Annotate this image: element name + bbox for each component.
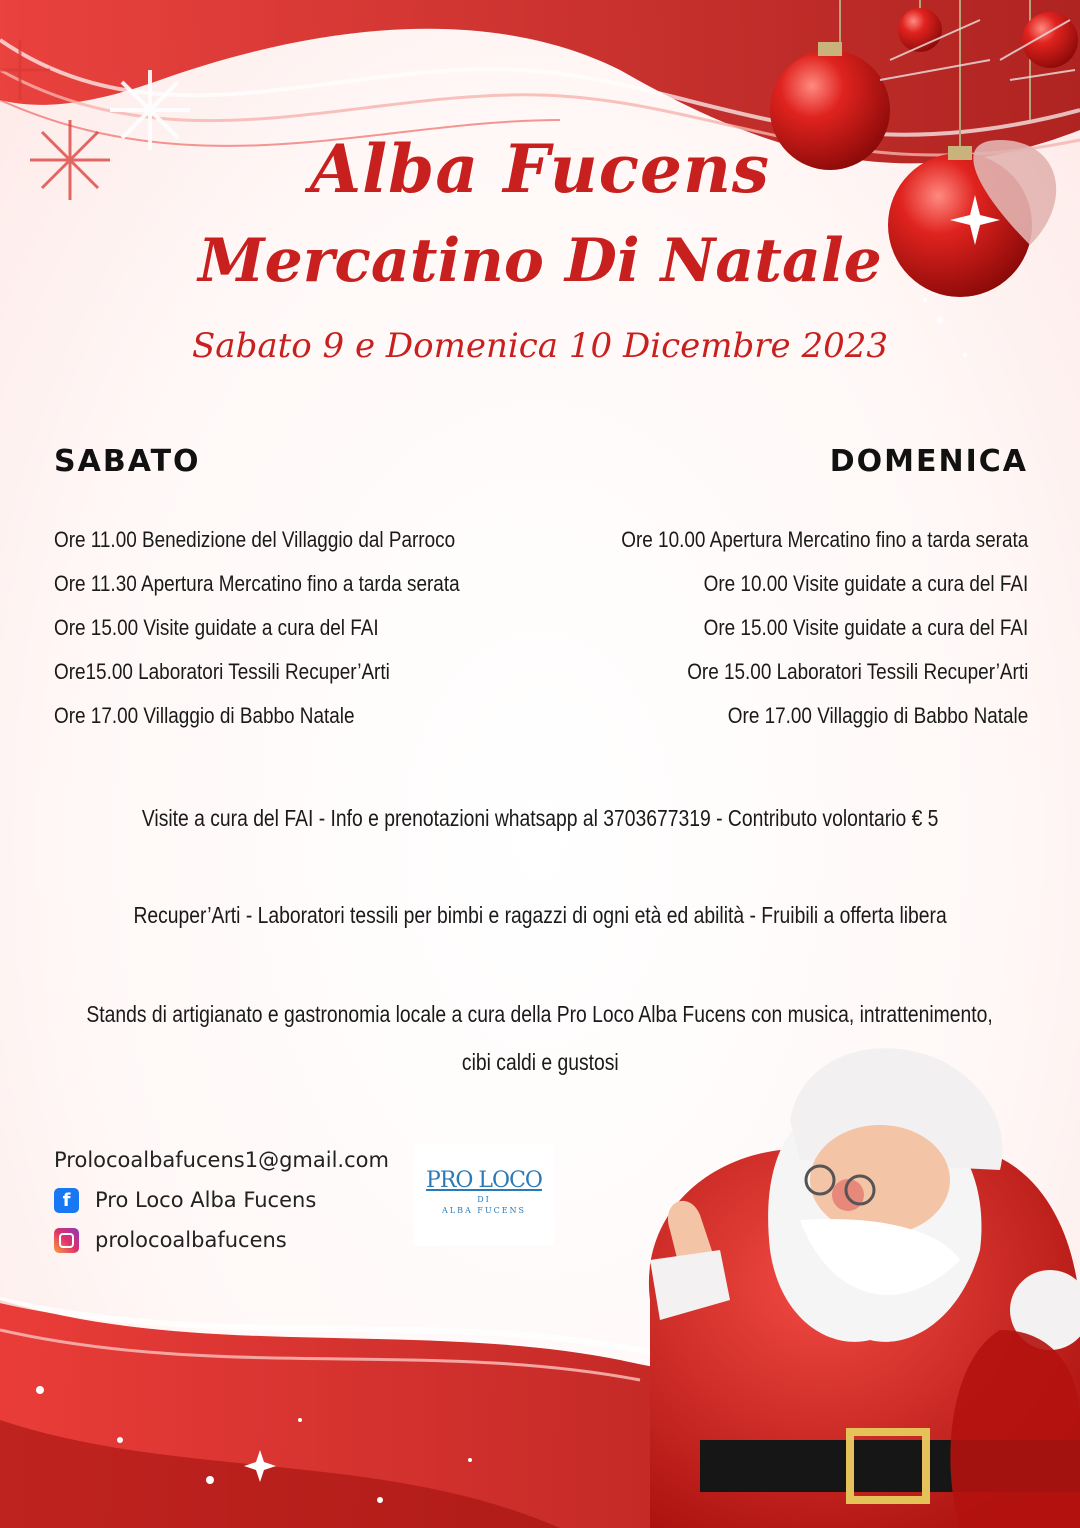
fai-info-text: Visite a cura del FAI - Info e prenotazioni whatsapp al 3703677319 - Contributo volontario € 5 xyxy=(141,805,939,831)
recuperarti-info xyxy=(0,891,1080,939)
stands-info-line1: Stands di artigianato e gastronomia locale a cura della Pro Loco Alba Fucens con musica, intrattenimento, xyxy=(86,1001,994,1027)
schedule-item: Ore 11.30 Apertura Mercatino fino a tarda serata xyxy=(54,571,460,596)
event-title: Alba Fucens xyxy=(309,130,771,208)
schedule-item: Ore15.00 Laboratori Tessili Recuper’Arti xyxy=(54,659,390,684)
stands-info-line2: cibi caldi e gustosi xyxy=(461,1049,619,1075)
contact-email[interactable]: Prolocoalbafucens1@gmail.com xyxy=(54,1148,389,1172)
pro-loco-logo xyxy=(414,1144,554,1246)
sunday-schedule xyxy=(555,522,1028,742)
logo-text-alba-fucens: ALBA FUCENS xyxy=(441,1206,527,1215)
recuperarti-info-text: Recuper’Arti - Laboratori tessili per bimbi e ragazzi di ogni età ed abilità - Fruibili a offerta libera xyxy=(133,902,947,928)
facebook-row xyxy=(54,1180,389,1220)
contact-block xyxy=(54,1140,389,1260)
instagram-handle[interactable]: prolocoalbafucens xyxy=(95,1228,287,1252)
schedule-item: Ore 10.00 Apertura Mercatino fino a tarda serata xyxy=(620,527,1028,552)
schedule-item: Ore 11.00 Benedizione del Villaggio dal Parroco xyxy=(54,527,456,552)
stands-info xyxy=(0,990,1080,1086)
schedule-item: Ore 17.00 Villaggio di Babbo Natale xyxy=(54,703,355,728)
event-subtitle: Mercatino Di Natale xyxy=(198,226,882,296)
fai-info xyxy=(0,794,1080,842)
saturday-heading: SABATO xyxy=(54,444,201,479)
logo-text-di: DI xyxy=(477,1195,491,1204)
saturday-schedule xyxy=(54,522,526,742)
facebook-page[interactable]: Pro Loco Alba Fucens xyxy=(95,1188,317,1212)
instagram-icon xyxy=(54,1228,79,1253)
schedule-item: Ore 10.00 Visite guidate a cura del FAI xyxy=(703,571,1028,596)
email-row xyxy=(54,1140,389,1180)
schedule-item: Ore 15.00 Visite guidate a cura del FAI xyxy=(703,615,1028,640)
event-dates: Sabato 9 e Domenica 10 Dicembre 2023 xyxy=(192,326,888,366)
schedule-item: Ore 15.00 Laboratori Tessili Recuper’Arti xyxy=(686,659,1028,684)
instagram-row xyxy=(54,1220,389,1260)
sunday-heading: DOMENICA xyxy=(829,444,1028,479)
schedule-item: Ore 17.00 Villaggio di Babbo Natale xyxy=(727,703,1028,728)
logo-text-pro-loco: PRO LOCO xyxy=(426,1168,542,1193)
schedule-item: Ore 15.00 Visite guidate a cura del FAI xyxy=(54,615,379,640)
facebook-icon: f xyxy=(54,1188,79,1213)
